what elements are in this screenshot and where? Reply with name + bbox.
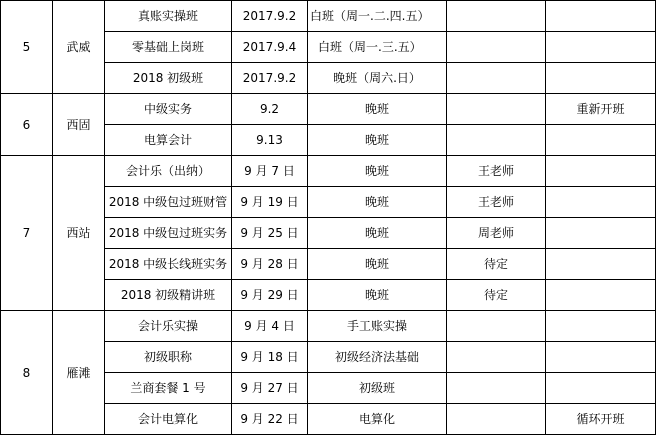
course-name: 会计乐实操 [105, 311, 232, 342]
row-number: 5 [1, 1, 53, 94]
note: 重新开班 [546, 94, 656, 125]
class-type: 晚班 [308, 187, 447, 218]
teacher: 待定 [447, 249, 546, 280]
class-type: 晚班 [308, 94, 447, 125]
class-type: 晚班 [308, 249, 447, 280]
start-date: 9 月 7 日 [232, 156, 308, 187]
class-type: 晚班 [308, 125, 447, 156]
start-date: 9 月 25 日 [232, 218, 308, 249]
teacher: 王老师 [447, 156, 546, 187]
note [546, 32, 656, 63]
teacher: 周老师 [447, 218, 546, 249]
note [546, 342, 656, 373]
class-type: 手工账实操 [308, 311, 447, 342]
teacher [447, 125, 546, 156]
class-type: 晚班 [308, 218, 447, 249]
course-name: 会计电算化 [105, 404, 232, 435]
row-number: 8 [1, 311, 53, 435]
course-name: 2018 初级精讲班 [105, 280, 232, 311]
note [546, 125, 656, 156]
class-type: 晚班（周六.日） [308, 63, 447, 94]
location-name: 武威 [53, 1, 105, 94]
class-type: 电算化 [308, 404, 447, 435]
teacher [447, 1, 546, 32]
course-name: 2018 初级班 [105, 63, 232, 94]
teacher [447, 311, 546, 342]
table-row [1, 1, 656, 32]
course-name: 2018 中级长线班实务 [105, 249, 232, 280]
teacher [447, 32, 546, 63]
table-row [1, 311, 656, 342]
class-type: 初级班 [308, 373, 447, 404]
teacher [447, 63, 546, 94]
course-name: 中级实务 [105, 94, 232, 125]
note [546, 280, 656, 311]
note [546, 218, 656, 249]
location-name: 西固 [53, 94, 105, 156]
teacher [447, 342, 546, 373]
start-date: 9 月 22 日 [232, 404, 308, 435]
class-type: 白班（周一.三.五） [308, 32, 447, 63]
start-date: 9 月 18 日 [232, 342, 308, 373]
course-name: 电算会计 [105, 125, 232, 156]
start-date: 2017.9.2 [232, 1, 308, 32]
course-name: 兰商套餐 1 号 [105, 373, 232, 404]
class-type: 晚班 [308, 156, 447, 187]
teacher [447, 373, 546, 404]
course-name: 初级职称 [105, 342, 232, 373]
location-name: 西站 [53, 156, 105, 311]
course-name: 真账实操班 [105, 1, 232, 32]
class-type: 晚班 [308, 280, 447, 311]
class-type: 初级经济法基础 [308, 342, 447, 373]
note [546, 249, 656, 280]
course-name: 会计乐（出纳） [105, 156, 232, 187]
start-date: 2017.9.2 [232, 63, 308, 94]
start-date: 9.2 [232, 94, 308, 125]
start-date: 9 月 27 日 [232, 373, 308, 404]
start-date: 9 月 4 日 [232, 311, 308, 342]
teacher [447, 404, 546, 435]
row-number: 6 [1, 94, 53, 156]
teacher: 王老师 [447, 187, 546, 218]
class-type: 白班（周一.二.四.五） [308, 1, 447, 32]
start-date: 2017.9.4 [232, 32, 308, 63]
row-number: 7 [1, 156, 53, 311]
note [546, 311, 656, 342]
start-date: 9 月 28 日 [232, 249, 308, 280]
note: 循环开班 [546, 404, 656, 435]
note [546, 1, 656, 32]
teacher: 待定 [447, 280, 546, 311]
course-name: 零基础上岗班 [105, 32, 232, 63]
note [546, 63, 656, 94]
course-name: 2018 中级包过班实务 [105, 218, 232, 249]
start-date: 9 月 19 日 [232, 187, 308, 218]
note [546, 373, 656, 404]
teacher [447, 94, 546, 125]
note [546, 187, 656, 218]
note [546, 156, 656, 187]
course-name: 2018 中级包过班财管 [105, 187, 232, 218]
start-date: 9 月 29 日 [232, 280, 308, 311]
table-row [1, 156, 656, 187]
table-row [1, 94, 656, 125]
start-date: 9.13 [232, 125, 308, 156]
location-name: 雁滩 [53, 311, 105, 435]
